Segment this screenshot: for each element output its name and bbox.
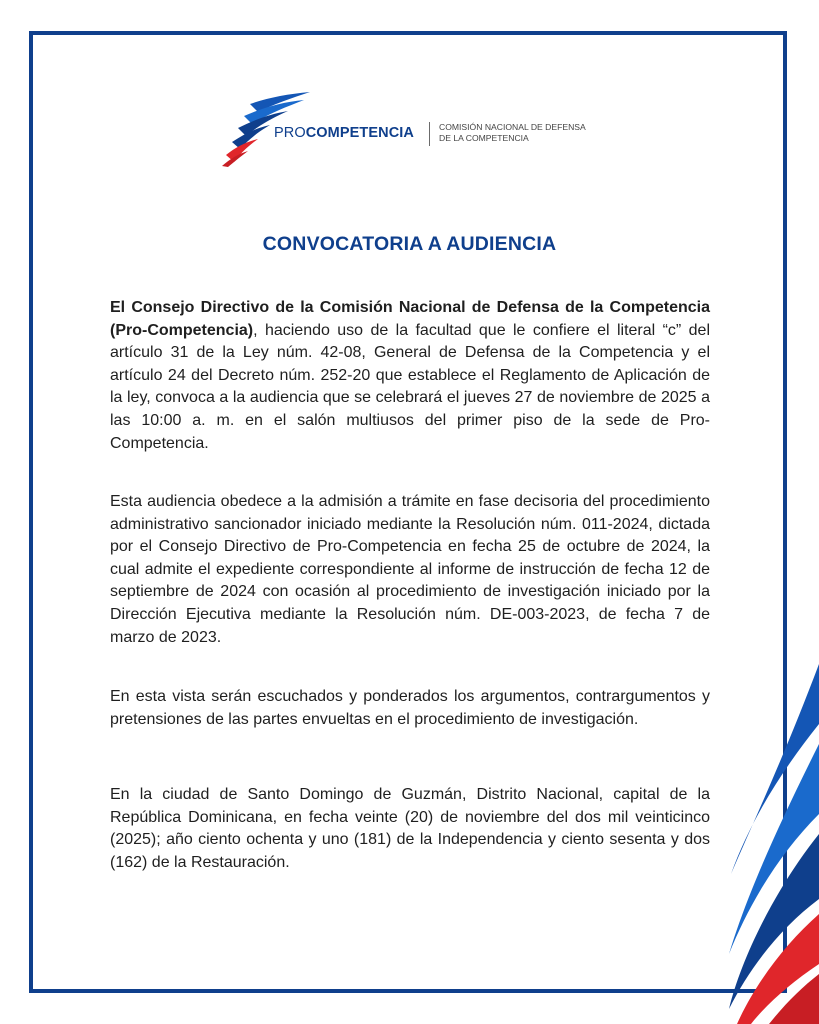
paragraph-1-bold: El Consejo Directivo de la Comisión Nacional de Defensa de la Competencia (Pro-Competencia) (110, 299, 710, 339)
corner-swoosh-decoration (639, 664, 819, 1024)
document-title: CONVOCATORIA A AUDIENCIA (262, 233, 557, 255)
procompetencia-logo (222, 92, 622, 167)
logo-subtitle (439, 122, 586, 144)
logo-wordmark-competencia: COMPETENCIA (305, 125, 414, 141)
paragraph-1-text: , haciendo uso de la facultad que le confiere el literal “c” del artículo 31 de la Ley núm. 42-08, General de Defensa de la Competencia y el artículo 24 del Decreto núm. 252-20 que establece el Reglamento de Aplicación de la ley, convoca a la audiencia que se celebrará el jueves 27 de noviembre de 2025 a las 10:00 a. m. en el salón multiusos del primer piso de la sede de Pro-Competencia. (110, 321, 710, 452)
paragraph-2: Esta audiencia obedece a la admisión a trámite en fase decisoria del procedimiento administrativo sancionador iniciado mediante la Resolución núm. 011-2024, dictada por el Consejo Directivo de Pro-Competencia en fecha 25 de octubre de 2024, la cual admite el expediente correspondiente al informe de instrucción de fecha 12 de septiembre de 2024 con ocasión al procedimiento de investigación iniciado por la Dirección Ejecutiva mediante la Resolución núm. DE-003-2023, de fecha 7 de marzo de 2023. (110, 493, 710, 646)
logo-subtitle-line1: COMISIÓN NACIONAL DE DEFENSA (439, 122, 586, 132)
logo-wordmark (274, 125, 414, 141)
logo-subtitle-line2: DE LA COMPETENCIA (439, 133, 529, 143)
paragraph-4: En la ciudad de Santo Domingo de Guzmán, Distrito Nacional, capital de la República Dominicana, en fecha veinte (20) de noviembre del dos mil veinticinco (2025); año ciento ochenta y uno (181) de la Independencia y ciento sesenta y dos (162) de la Restauración. (110, 786, 710, 871)
logo-wordmark-pro: PRO (274, 125, 306, 141)
logo-divider (429, 122, 430, 146)
paragraph-3: En esta vista serán escuchados y ponderados los argumentos, contrargumentos y pretensiones de las partes envueltas en el procedimiento de investigación. (110, 688, 710, 728)
paragraph-1 (110, 297, 710, 455)
